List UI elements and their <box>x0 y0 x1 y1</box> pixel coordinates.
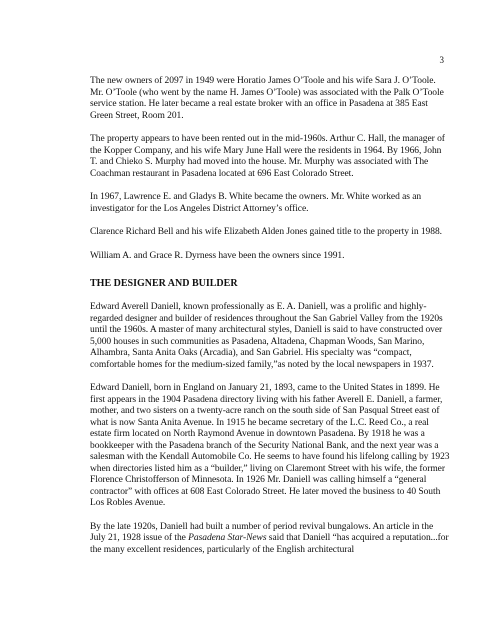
paragraph-daniell-intro: Edward Averell Daniell, known professionally as E. A. Daniell, was a prolific and highly-regarded designer and builder of residences throughout the San Gabriel Valley from the 1920s until the 1960s. A master of many architectural styles, Daniell is said to have constructed over 5,000 houses in such communities as Pasadena, Altadena, Chapman Woods, San Marino, Alhambra, Santa Anita Oaks (Arcadia), and San Gabriel. His specialty was “compact, comfortable homes for the medium-sized family,”as noted by the local newspapers in 1937. <box>90 302 443 370</box>
paragraph-rented-1960s: The property appears to have been rented out in the mid-1960s. Arthur C. Hall, the manager of the Kopper Company, and his wife Mary June Hall were the residents in 1964. By 1966, John T. and Chieko S. Murphy had moved into the house. Mr. Murphy was associated with The Coachman restaurant in Pasadena located at 696 East Colorado Street. <box>90 134 445 179</box>
paragraph-daniell-biography: Edward Daniell, born in England on January 21, 1893, came to the United States in 1899. He first appears in the 1904 Pasadena directory living with his father Averell E. Daniell, a farmer, mother, and two sisters on a twenty-acre ranch on the south side of San Pasqual Street east of what is now Santa Anita Avenue. In 1915 he became secretary of the L.C. Reed Co., a real estate firm located on North Raymond Avenue in downtown Pasadena. By 1918 he was a bookkeeper with the Pasadena branch of the Security National Bank, and the next year was a salesman with the Kendall Automobile Co. He seems to have found his lifelong calling by 1923 when directories listed him as a “builder,” living on Claremont Street with his wife, the former Florence Christofferson of Minnesota. In 1926 Mr. Daniell was calling himself a “general contractor” with offices at 608 East Colorado Street. He later moved the business to 40 South Los Robles Avenue. <box>90 383 450 508</box>
paragraph-text-before: By the late 1920s, Daniell had built a number of period revival bungalows. An article in the July 21, 1928 issue of the <box>90 521 434 543</box>
document-body <box>90 76 450 556</box>
paragraph-text-after: said that Daniell “has acquired a reputation...for the many excellent residences, particularly of the English architectural <box>90 533 449 555</box>
paragraph-bell-owners: Clarence Richard Bell and his wife Elizabeth Alden Jones gained title to the property in 1988. <box>90 227 442 237</box>
paragraph-white-owners: In 1967, Lawrence E. and Gladys B. White became the owners. Mr. White worked as an investigator for the Los Angeles District Attorney’s office. <box>90 192 422 214</box>
paragraph-daniell-bungalows <box>90 522 450 557</box>
paragraph-dyrness-owners: William A. and Grace R. Dyrness have been the owners since 1991. <box>90 250 345 261</box>
page-number: 3 <box>439 55 444 65</box>
newspaper-title: Pasadena Star-News <box>188 533 267 543</box>
paragraph-otoole-owners: The new owners of 2097 in 1949 were Horatio James O’Toole and his wife Sara J. O’Toole. Mr. O’Toole (who went by the name H. James O’Toole) was associated with the Palk O’Toole service station. He later became a real estate broker with an office in Pasadena at 385 East Green Street, Room 201. <box>90 76 444 121</box>
section-heading: THE DESIGNER AND BUILDER <box>90 278 238 289</box>
